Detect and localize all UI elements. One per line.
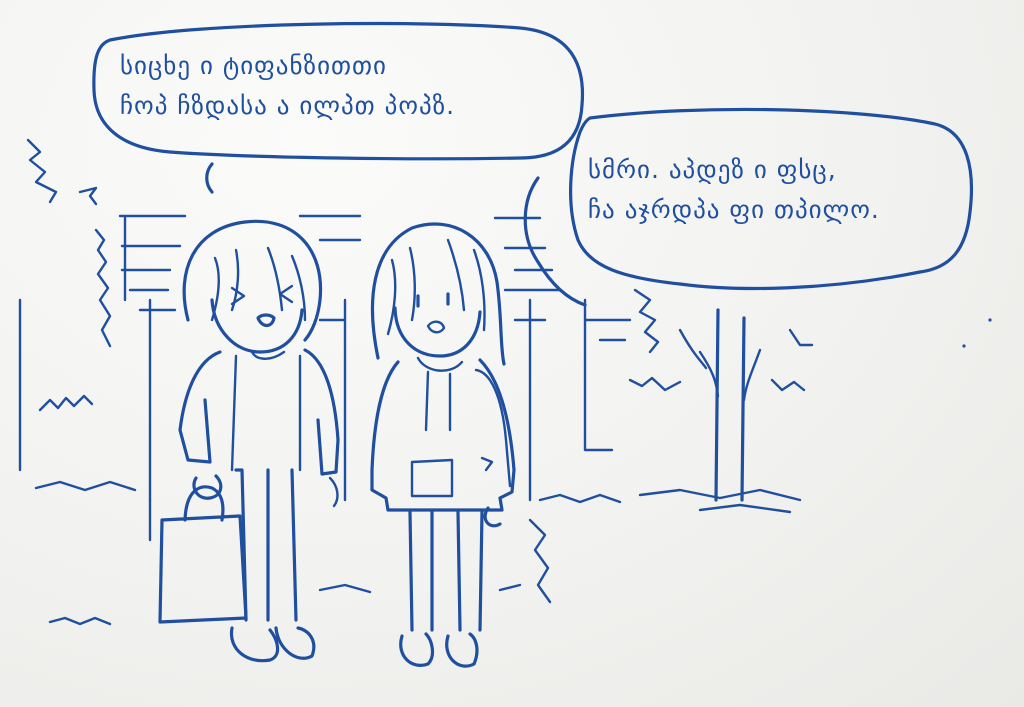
left-bubble-line-1: სიცხე ი ტიფანზითთი: [120, 51, 387, 80]
right-character-mouth: [428, 322, 444, 333]
background-building: [120, 216, 630, 500]
right-character-legs: [410, 512, 482, 630]
tree: [630, 290, 812, 512]
left-character-mouth: [258, 315, 274, 326]
speech-bubble-left-text: [120, 46, 455, 126]
right-character-pocket: [412, 460, 452, 496]
ground: [150, 495, 620, 602]
character-left: [160, 221, 338, 660]
right-bubble-line-1: სმრი. აპდეზ ი ფსც,: [588, 155, 837, 184]
speech-bubble-right-text: [588, 150, 880, 230]
right-bubble-line-2: ჩა აჯრდპა ფი თპილო.: [588, 195, 880, 224]
speech-bubble-left-tail: [207, 164, 212, 192]
speech-bubble-right-tail: [525, 178, 585, 305]
left-character-face: [212, 300, 302, 352]
left-character-jacket: [180, 350, 338, 474]
left-bubble-line-2: ჩოპ ჩზდასა ა ილპთ პოპზ.: [120, 91, 456, 120]
left-bushes: [20, 140, 135, 624]
right-character-shoes: [401, 634, 477, 666]
left-character-shoes: [231, 628, 313, 661]
character-right: [372, 224, 514, 666]
left-character-bag: [160, 487, 246, 622]
right-character-backpack-strap: [476, 370, 510, 486]
